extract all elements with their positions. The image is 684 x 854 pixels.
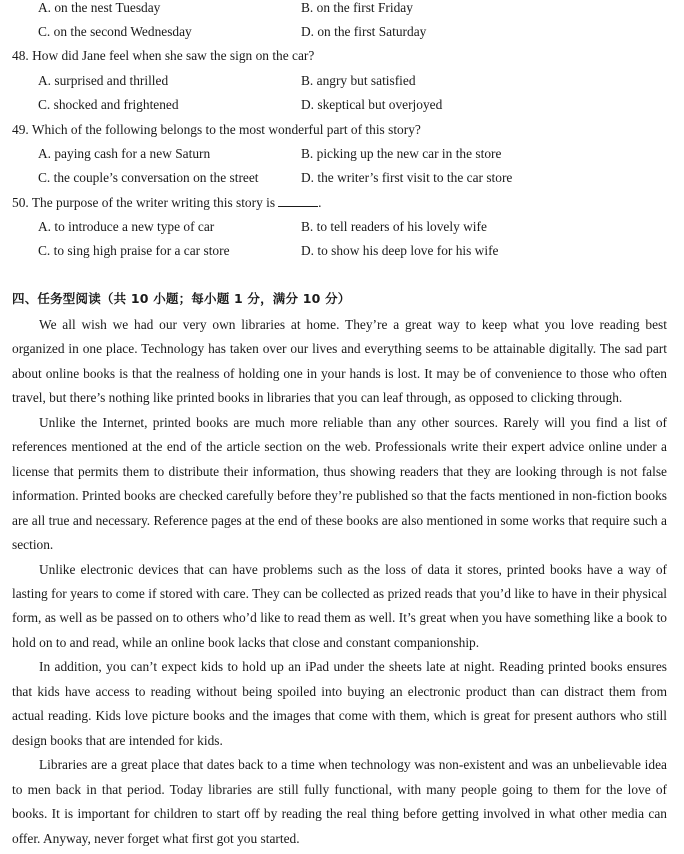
q50-option-b: B. to tell readers of his lovely wife bbox=[301, 219, 487, 234]
q48-options-row-1 bbox=[0, 69, 684, 93]
q50-question-text: 50. The purpose of the writer writing this story is bbox=[12, 195, 276, 210]
q48-options-row-2 bbox=[0, 93, 684, 117]
passage-paragraph-1: We all wish we had our very own libraries at home. They’re a great way to keep what you love reading best organized in one place. Technology has taken over our lives and everything seems to be attainable digitally. The sad part about online books is that the realness of holding one in your hands is lost. It may be of convenience to those who often travel, but there’s nothing like printed books in libraries that you can leaf through, as opposed to clicking through. bbox=[12, 317, 667, 406]
q49-options-row-1 bbox=[0, 142, 684, 166]
q48-option-d: D. skeptical but overjoyed bbox=[301, 97, 443, 112]
q49-options-row-2 bbox=[0, 166, 684, 190]
q49-question: 49. Which of the following belongs to the most wonderful part of this story? bbox=[12, 122, 421, 137]
passage-paragraph-5: Libraries are a great place that dates back to a time when technology was non-existent and was an unbelievable idea to men back in that period. Today libraries are still fully functional, with many people going to them for the love of books. It is important for children to start off by reading the real thing before getting involved in what other media can offer. Anyway, never forget what first got you started. bbox=[12, 757, 667, 846]
q47-option-d: D. on the first Saturday bbox=[301, 24, 427, 39]
q49-option-b: B. picking up the new car in the store bbox=[301, 146, 502, 161]
reading-passage bbox=[12, 313, 667, 851]
q47-option-a: A. on the nest Tuesday bbox=[38, 0, 161, 15]
q49-option-c: C. the couple’s conversation on the street bbox=[38, 170, 259, 185]
q48-question: 48. How did Jane feel when she saw the sign on the car? bbox=[12, 48, 315, 63]
passage-paragraph-3: Unlike electronic devices that can have problems such as the loss of data it stores, printed books have a way of lasting for years to come if stored with care. They can be collected as prized reads that you’d like to have in their physical form, as well as be passed on to others who’d like to read them as well. It’s great when you have something like a book to hold on to and read, while an online book lacks that close and constant companionship. bbox=[12, 561, 667, 650]
q47-options-row-2 bbox=[0, 20, 684, 44]
q50-option-d: D. to show his deep love for his wife bbox=[301, 243, 499, 258]
q47-option-c: C. on the second Wednesday bbox=[38, 24, 192, 39]
q50-question-end: . bbox=[318, 195, 322, 210]
passage-paragraph-2: Unlike the Internet, printed books are much more reliable than any other sources. Rarely will you find a list of references mentioned at the end of the article section on the web. Professionals write their expert advice online under a license that permits them to distribute their information, thus showing readers that they are looking through is not false information. Printed books are checked carefully before they’re published so that the facts mentioned in non-fiction books are all true and necessary. Reference pages at the end of these books are also mentioned in some works that require such a section. bbox=[12, 414, 667, 553]
q49-option-d: D. the writer’s first visit to the car store bbox=[301, 170, 513, 185]
q48-option-b: B. angry but satisfied bbox=[301, 73, 416, 88]
q50-option-c: C. to sing high praise for a car store bbox=[38, 243, 230, 258]
q48-option-a: A. surprised and thrilled bbox=[38, 73, 169, 88]
q50-question bbox=[12, 191, 321, 215]
section-heading: 四、任务型阅读（共 10 小题；每小题 1 分，满分 10 分） bbox=[12, 291, 351, 306]
q49-option-a: A. paying cash for a new Saturn bbox=[38, 146, 211, 161]
passage-paragraph-4: In addition, you can’t expect kids to hold up an iPad under the sheets late at night. Reading printed books ensures that kids have access to reading without being spoiled into buying an electronic product than can distract them from actual reading. Kids love picture books and the images that come with them, which is great for present authors who still design books that are intended for kids. bbox=[12, 659, 667, 748]
q47-options-row-1 bbox=[0, 0, 684, 20]
q50-option-a: A. to introduce a new type of car bbox=[38, 219, 215, 234]
answer-blank bbox=[278, 194, 318, 207]
q48-option-c: C. shocked and frightened bbox=[38, 97, 179, 112]
q47-option-b: B. on the first Friday bbox=[301, 0, 413, 15]
q50-options-row-2 bbox=[0, 239, 684, 263]
q50-options-row-1 bbox=[0, 215, 684, 239]
